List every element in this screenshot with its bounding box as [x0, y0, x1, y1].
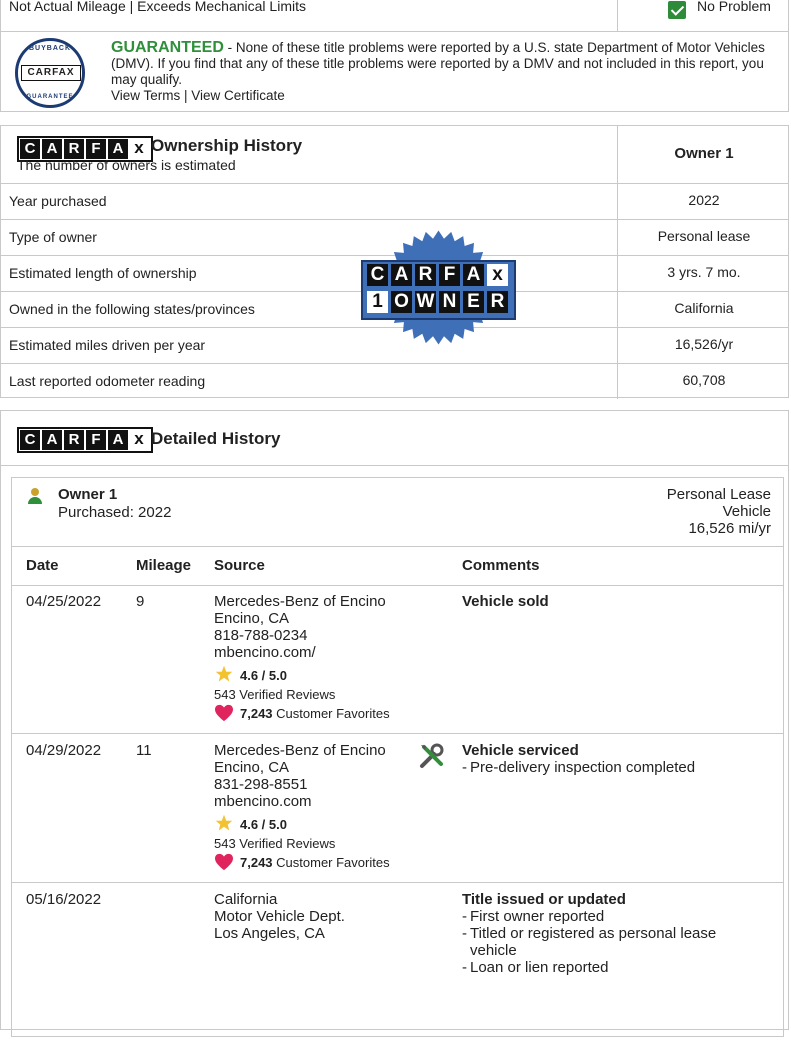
- logo-letter: R: [64, 139, 84, 159]
- favorites-count: 7,243: [240, 706, 273, 721]
- badge-letter: 1: [367, 291, 388, 313]
- comment-item: - Loan or lien reported: [462, 959, 742, 976]
- badge-letter: E: [463, 291, 484, 313]
- source-line: Encino, CA: [214, 759, 290, 776]
- person-icon: [28, 488, 42, 506]
- owner-history-card: [11, 477, 784, 1037]
- logo-letter: F: [86, 139, 106, 159]
- logo-letter: C: [20, 430, 40, 450]
- record-mileage: 9: [136, 593, 145, 610]
- logo-letter: A: [42, 430, 62, 450]
- source-phone: 818-788-0234: [214, 627, 308, 644]
- guarantee-links[interactable]: View Terms | View Certificate: [111, 88, 285, 103]
- ownership-row-value: 60,708: [682, 372, 726, 388]
- ownership-row-label: Type of owner: [9, 229, 97, 245]
- logo-letter: x: [130, 139, 148, 157]
- mileage-check-status: No Problem: [697, 0, 771, 14]
- history-table-header: [12, 546, 783, 586]
- ownership-row: [1, 183, 788, 220]
- source-website-link[interactable]: mbencino.com/: [214, 644, 316, 661]
- badge-letter: C: [367, 264, 388, 286]
- record-comments: [462, 742, 695, 776]
- logo-letter: x: [130, 430, 148, 448]
- col-header-mileage: Mileage: [136, 557, 192, 574]
- owner-miles: 16,526 mi/yr: [688, 520, 771, 537]
- col-header-date: Date: [26, 557, 59, 574]
- badge-letter: F: [439, 264, 460, 286]
- buyback-guarantee-seal-icon: [15, 38, 85, 108]
- ownership-row: [1, 363, 788, 399]
- table-row: [12, 734, 783, 883]
- ownership-title: Ownership History: [151, 136, 303, 155]
- owner-type-line: Vehicle: [722, 503, 771, 520]
- ownership-row-label: Year purchased: [9, 193, 107, 209]
- mileage-check-label: Not Actual Mileage | Exceeds Mechanical Limits: [9, 0, 306, 14]
- badge-letter: A: [391, 264, 412, 286]
- dealer-reviews-link[interactable]: 543 Verified Reviews: [214, 687, 336, 702]
- col-header-comments: Comments: [462, 557, 540, 574]
- seal-bottom-text: GUARANTEE: [26, 94, 74, 100]
- source-line: California: [214, 891, 278, 908]
- customer-favorites: [240, 705, 390, 722]
- ownership-row-label: Owned in the following states/provinces: [9, 301, 255, 317]
- detailed-history-title: Detailed History: [151, 429, 281, 448]
- source-line: Motor Vehicle Dept.: [214, 908, 345, 925]
- favorites-count: 7,243: [240, 855, 273, 870]
- source-line: Los Angeles, CA: [214, 925, 325, 942]
- owner-name: Owner 1: [58, 486, 118, 503]
- comment-item: - Titled or registered as personal lease vehicle: [462, 925, 742, 959]
- badge-letter: O: [391, 291, 412, 313]
- guarantee-text: [111, 40, 776, 104]
- guarantee-description: - None of these title problems were reported by a U.S. state Department of Motor Vehicles (DMV). If you find that any of these title problems were reported by a DMV and not included in this report, you may qualify.: [111, 40, 765, 87]
- col-header-source: Source: [214, 557, 265, 574]
- record-date: 04/25/2022: [26, 593, 102, 610]
- service-tools-icon: [418, 742, 446, 770]
- mileage-check-row: [0, 0, 789, 32]
- logo-letter: A: [108, 139, 128, 159]
- owner-purchased: Purchased: 2022: [58, 504, 172, 521]
- badge-letter: R: [415, 264, 436, 286]
- badge-letter: N: [439, 291, 460, 313]
- ownership-row-value: 16,526/yr: [674, 336, 734, 352]
- dealer-rating: 4.6 / 5.0: [240, 668, 287, 683]
- logo-letter: C: [20, 139, 40, 159]
- ownership-row-label: Estimated length of ownership: [9, 265, 197, 281]
- comment-title: Vehicle serviced: [462, 742, 579, 759]
- badge-letter: R: [487, 291, 508, 313]
- record-date: 05/16/2022: [26, 891, 102, 908]
- logo-letter: A: [108, 430, 128, 450]
- guarantee-heading: GUARANTEED: [111, 39, 224, 56]
- comment-list: [462, 759, 695, 776]
- owner-summary: [667, 486, 771, 537]
- favorites-label: Customer Favorites: [272, 855, 390, 870]
- source-line: Encino, CA: [214, 610, 290, 627]
- badge-letter: W: [416, 291, 435, 312]
- table-row: [12, 585, 783, 734]
- badge-letter: A: [463, 264, 484, 286]
- source-line: Mercedes-Benz of Encino: [214, 593, 386, 610]
- record-source: [214, 742, 386, 810]
- source-phone: 831-298-8551: [214, 776, 308, 793]
- dealer-reviews-link[interactable]: 543 Verified Reviews: [214, 836, 336, 851]
- comment-title: Title issued or updated: [462, 891, 626, 908]
- ownership-header: [1, 126, 788, 184]
- heart-icon: [214, 853, 234, 871]
- buyback-guarantee-section: [0, 32, 789, 112]
- comment-title: Vehicle sold: [462, 593, 549, 610]
- comment-item: - Pre-delivery inspection completed: [462, 759, 695, 776]
- star-icon: [215, 665, 233, 683]
- detailed-history-section: [0, 410, 789, 1030]
- ownership-row-value: 2022: [688, 192, 720, 208]
- comment-item: - First owner reported: [462, 908, 742, 925]
- logo-letter: R: [64, 430, 84, 450]
- owner-type-line: Personal Lease: [666, 486, 771, 503]
- seal-logo-text: CARFAX: [21, 65, 81, 81]
- badge-letter: x: [487, 264, 508, 286]
- source-website-link[interactable]: mbencino.com: [214, 793, 312, 810]
- logo-letter: F: [86, 430, 106, 450]
- record-date: 04/29/2022: [26, 742, 102, 759]
- record-comments: [462, 891, 742, 976]
- seal-top-text: BUYBACK: [29, 45, 71, 52]
- favorites-label: Customer Favorites: [272, 706, 390, 721]
- source-line: Mercedes-Benz of Encino: [214, 742, 386, 759]
- divider: [1, 465, 788, 466]
- customer-favorites: [240, 854, 390, 871]
- ownership-row-label: Estimated miles driven per year: [9, 337, 206, 353]
- logo-letter: A: [42, 139, 62, 159]
- divider: [617, 0, 618, 32]
- table-row: [12, 883, 783, 1043]
- ownership-row-value: Personal lease: [657, 228, 751, 244]
- ownership-row-label: Last reported odometer reading: [9, 373, 206, 389]
- record-source: [214, 891, 345, 942]
- ownership-row-value: California: [674, 300, 734, 316]
- comment-list: [462, 908, 742, 976]
- carfax-logo: [17, 427, 153, 453]
- one-owner-badge-icon: [361, 230, 516, 345]
- checkmark-icon: [668, 1, 686, 19]
- owner-column-header: Owner 1: [674, 145, 734, 162]
- record-source: [214, 593, 386, 661]
- ownership-subtitle: The number of owners is estimated: [17, 157, 236, 173]
- record-mileage: 11: [136, 742, 152, 759]
- dealer-rating: 4.6 / 5.0: [240, 817, 287, 832]
- ownership-row-value: 3 yrs. 7 mo.: [667, 264, 741, 280]
- star-icon: [215, 814, 233, 832]
- heart-icon: [214, 704, 234, 722]
